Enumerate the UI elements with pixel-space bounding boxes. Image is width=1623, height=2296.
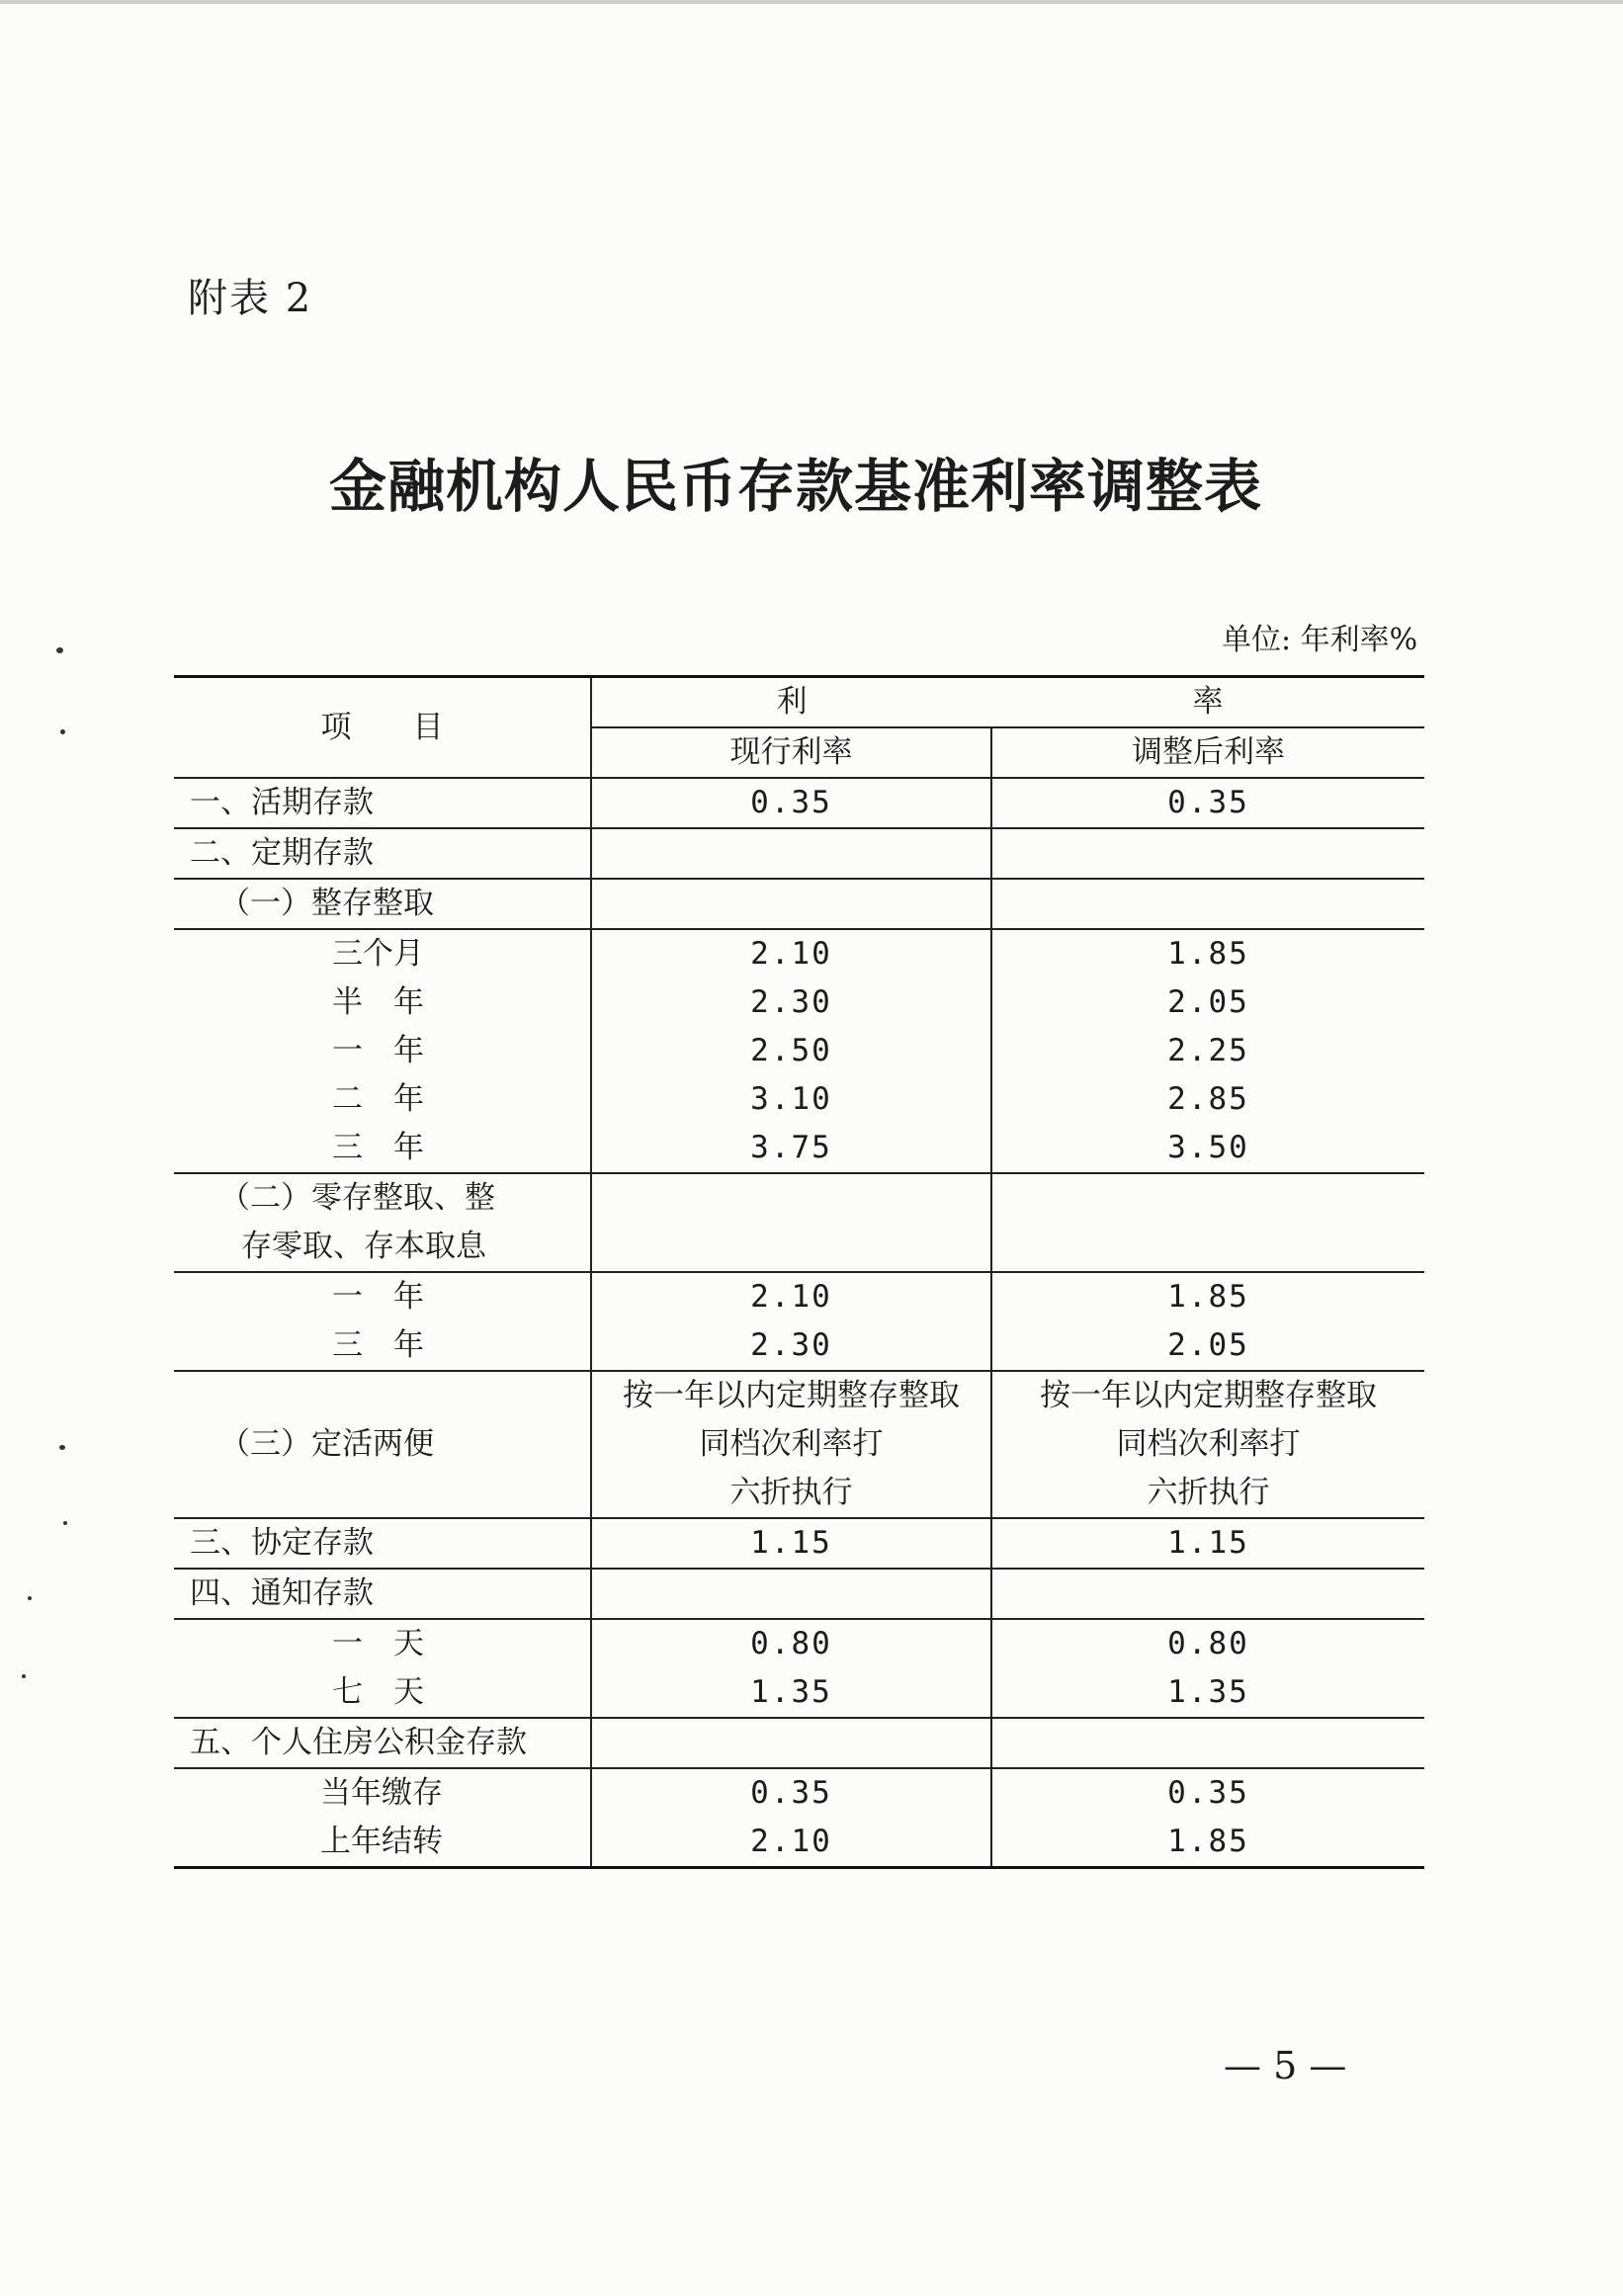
scan-top-edge xyxy=(0,0,1623,4)
table-row xyxy=(174,1272,1424,1321)
table-row xyxy=(174,778,1424,828)
scan-speck xyxy=(63,1521,67,1525)
row-current: 按一年以内定期整存整取 xyxy=(591,1371,991,1420)
table-row xyxy=(174,1569,1424,1619)
header-rate-right: 率 xyxy=(991,677,1424,728)
header-current: 现行利率 xyxy=(591,727,991,778)
table-row xyxy=(174,978,1424,1027)
table-row xyxy=(174,1768,1424,1818)
row-adjusted: 六折执行 xyxy=(991,1469,1424,1518)
table-row xyxy=(174,1027,1424,1075)
row-label: （一）整存整取 xyxy=(174,879,591,929)
row-current xyxy=(591,1173,991,1223)
row-current: 1.35 xyxy=(591,1668,991,1718)
row-adjusted: 0.35 xyxy=(991,1768,1424,1818)
row-label: 半 年 xyxy=(332,984,424,1020)
row-current: 六折执行 xyxy=(591,1469,991,1518)
table-row xyxy=(174,1371,1424,1420)
header-row-1 xyxy=(174,677,1424,728)
table-row xyxy=(174,1321,1424,1371)
scan-speck xyxy=(59,1445,65,1450)
row-label: 五、个人住房公积金存款 xyxy=(174,1718,591,1768)
row-current xyxy=(591,879,991,929)
row-current xyxy=(591,1223,991,1272)
table-row xyxy=(174,879,1424,929)
row-label: 一 年 xyxy=(332,1033,424,1068)
rate-table xyxy=(174,675,1424,1869)
row-label: 三 年 xyxy=(332,1130,424,1165)
row-adjusted xyxy=(991,828,1424,879)
row-current: 0.35 xyxy=(591,778,991,828)
row-label: 三个月 xyxy=(174,929,591,978)
annex-label: 附表 2 xyxy=(188,276,313,321)
unit-note: 单位: 年利率% xyxy=(1222,623,1418,657)
row-current xyxy=(591,1569,991,1619)
row-adjusted: 1.85 xyxy=(991,1818,1424,1868)
row-adjusted: 1.85 xyxy=(991,1272,1424,1321)
scan-speck xyxy=(56,647,63,653)
table-row xyxy=(174,1518,1424,1569)
table-row xyxy=(174,1124,1424,1173)
table-row xyxy=(174,1818,1424,1868)
row-current: 2.10 xyxy=(591,1818,991,1868)
row-label: 三、协定存款 xyxy=(174,1518,591,1569)
table-row xyxy=(174,1668,1424,1718)
row-current: 3.10 xyxy=(591,1075,991,1124)
row-current: 2.50 xyxy=(591,1027,991,1075)
header-rate-left: 利 xyxy=(591,677,991,728)
row-current xyxy=(591,1718,991,1768)
row-adjusted: 3.50 xyxy=(991,1124,1424,1173)
row-current: 2.30 xyxy=(591,978,991,1027)
page-number: — 5 — xyxy=(1224,2044,1347,2087)
row-adjusted: 0.80 xyxy=(991,1619,1424,1668)
row-adjusted: 2.25 xyxy=(991,1027,1424,1075)
table-row xyxy=(174,1619,1424,1668)
row-label: （三）定活两便 xyxy=(174,1371,591,1518)
row-label: 二、定期存款 xyxy=(174,828,591,879)
row-adjusted: 1.85 xyxy=(991,929,1424,978)
row-current xyxy=(591,828,991,879)
scan-speck xyxy=(28,1596,32,1600)
row-adjusted: 1.35 xyxy=(991,1668,1424,1718)
table-row xyxy=(174,828,1424,879)
row-label: 四、通知存款 xyxy=(174,1569,591,1619)
row-adjusted xyxy=(991,1569,1424,1619)
table-row xyxy=(174,1075,1424,1124)
rate-table-container xyxy=(174,675,1424,1869)
row-current: 2.30 xyxy=(591,1321,991,1371)
row-adjusted xyxy=(991,1718,1424,1768)
scan-speck xyxy=(22,1674,26,1678)
row-adjusted xyxy=(991,1173,1424,1223)
row-adjusted: 同档次利率打 xyxy=(991,1420,1424,1469)
row-label: （二）零存整取、整 xyxy=(174,1173,591,1223)
table-row xyxy=(174,1173,1424,1223)
page-title: 金融机构人民币存款基准利率调整表 xyxy=(328,453,1262,520)
row-adjusted: 0.35 xyxy=(991,778,1424,828)
table-row xyxy=(174,929,1424,978)
row-adjusted: 2.85 xyxy=(991,1075,1424,1124)
row-current: 2.10 xyxy=(591,929,991,978)
row-current: 同档次利率打 xyxy=(591,1420,991,1469)
scan-speck xyxy=(60,729,65,734)
row-label: 一 年 xyxy=(174,1272,591,1321)
row-adjusted: 2.05 xyxy=(991,978,1424,1027)
row-adjusted: 按一年以内定期整存整取 xyxy=(991,1371,1424,1420)
row-current: 3.75 xyxy=(591,1124,991,1173)
row-label: 上年结转 xyxy=(174,1818,591,1868)
row-adjusted xyxy=(991,879,1424,929)
row-adjusted: 1.15 xyxy=(991,1518,1424,1569)
table-row xyxy=(174,1223,1424,1272)
row-current: 2.10 xyxy=(591,1272,991,1321)
row-label: 七 天 xyxy=(332,1674,424,1710)
row-current: 0.35 xyxy=(591,1768,991,1818)
row-label: 二 年 xyxy=(332,1081,424,1117)
row-label: 一 天 xyxy=(174,1619,591,1668)
row-current: 1.15 xyxy=(591,1518,991,1569)
row-label: 存零取、存本取息 xyxy=(241,1229,486,1264)
row-current: 0.80 xyxy=(591,1619,991,1668)
row-label: 一、活期存款 xyxy=(174,778,591,828)
row-label: 当年缴存 xyxy=(174,1768,591,1818)
row-adjusted xyxy=(991,1223,1424,1272)
row-adjusted: 2.05 xyxy=(991,1321,1424,1371)
header-adjusted: 调整后利率 xyxy=(991,727,1424,778)
table-row xyxy=(174,1718,1424,1768)
header-item: 项 目 xyxy=(174,677,591,779)
row-label: 三 年 xyxy=(332,1327,424,1363)
